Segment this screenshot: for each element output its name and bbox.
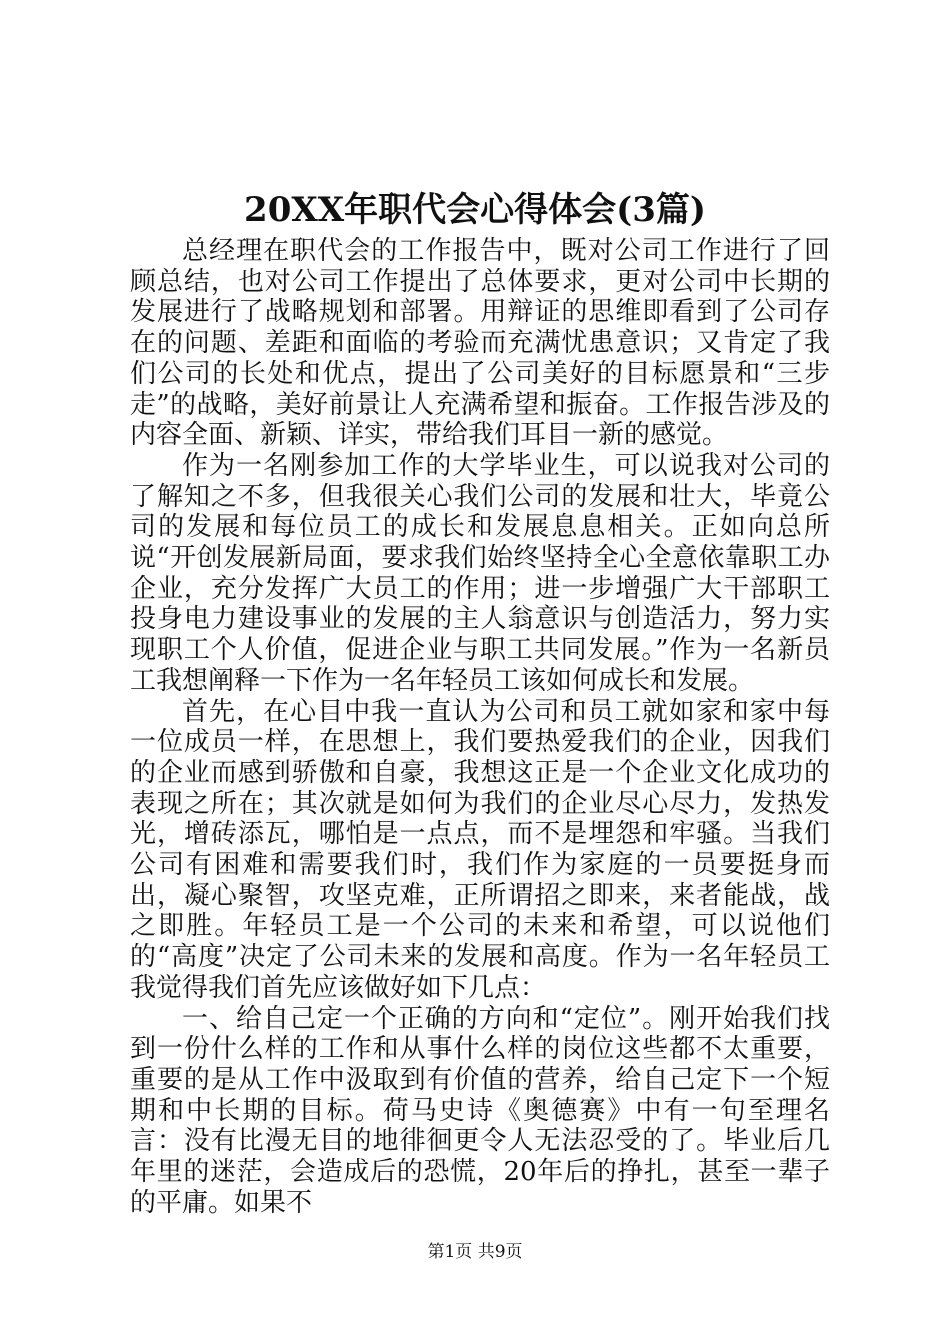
paragraph-4: 一、给自己定一个正确的方向和“定位”。刚开始我们找到一份什么样的工作和从事什么样的岗位这些都不太重要，重要的是从工作中汲取到有价值的营养，给自己定下一个短期和中长期的目标。荷马史诗《奥德赛》中有一句至理名言：没有比漫无目的地徘徊更令人无法忍受的了。毕业后几年里的迷茫，会造成后的恐慌，20年后的挣扎，甚至一辈子的平庸。如果不 xyxy=(130,1003,830,1218)
document-body xyxy=(130,236,830,1219)
paragraph-1: 总经理在职代会的工作报告中，既对公司工作进行了回顾总结，也对公司工作提出了总体要求，更对公司中长期的发展进行了战略规划和部署。用辩证的思维即看到了公司存在的问题、差距和面临的考验而充满忧患意识；又肯定了我们公司的长处和优点，提出了公司美好的目标愿景和“三步走”的战略，美好前景让人充满希望和振奋。工作报告涉及的内容全面、新颖、详实，带给我们耳目一新的感觉。 xyxy=(130,236,830,451)
paragraph-2: 作为一名刚参加工作的大学毕业生，可以说我对公司的了解知之不多，但我很关心我们公司的发展和壮大，毕竟公司的发展和每位员工的成长和发展息息相关。正如向总所说“开创发展新局面，要求我们始终坚持全心全意依靠职工办企业，充分发挥广大员工的作用；进一步增强广大干部职工投身电力建设事业的发展的主人翁意识与创造活力，努力实现职工个人价值，促进企业与职工共同发展。”作为一名新员工我想阐释一下作为一名年轻员工该如何成长和发展。 xyxy=(130,450,830,696)
paragraph-3: 首先，在心目中我一直认为公司和员工就如家和家中每一位成员一样，在思想上，我们要热爱我们的企业，因我们的企业而感到骄傲和自豪，我想这正是一个企业文化成功的表现之所在；其次就是如何为我们的企业尽心尽力，发热发光，增砖添瓦，哪怕是一点点，而不是埋怨和牢骚。当我们公司有困难和需要我们时，我们作为家庭的一员要挺身而出，凝心聚智，攻坚克难，正所谓招之即来，来者能战，战之即胜。年轻员工是一个公司的未来和希望，可以说他们的“高度”决定了公司未来的发展和高度。作为一名年轻员工我觉得我们首先应该做好如下几点： xyxy=(130,696,830,1003)
page-number-footer: 第1页 共9页 xyxy=(427,1242,523,1262)
document-title: 20XX年职代会心得体会(3篇) xyxy=(244,190,706,230)
